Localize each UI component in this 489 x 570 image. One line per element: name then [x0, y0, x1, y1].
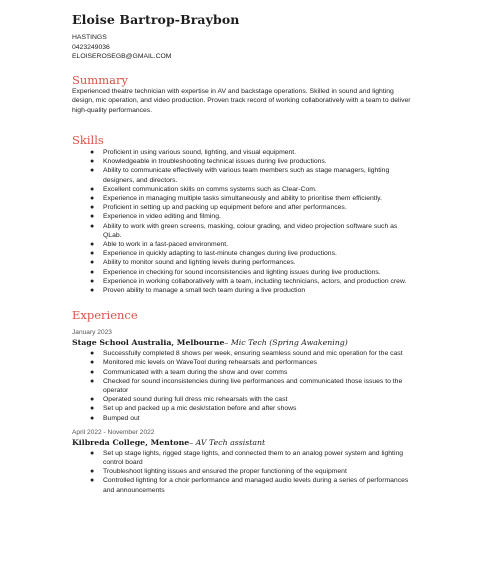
bullet-icon: ●: [90, 377, 95, 385]
job-entry: [72, 428, 417, 495]
bullet-text: Able to work in a fast-paced environment.: [103, 241, 229, 249]
bullet-text: Troubleshoot lighting issues and ensured the proper functioning of the equipment: [103, 468, 347, 476]
bullet-item: [90, 157, 417, 166]
bullet-icon: ●: [90, 259, 95, 267]
job-entry: [72, 328, 417, 423]
bullet-text: Experience in video editing and filming.: [103, 213, 221, 221]
bullet-text: Communicated with a team during the show and over comms: [103, 368, 288, 376]
bullet-icon: ●: [90, 241, 95, 249]
experience-heading: Experience: [72, 308, 138, 323]
bullet-icon: ●: [90, 405, 95, 413]
job-date: April 2022 - November 2022: [72, 428, 155, 436]
bullet-text: Proficient in using various sound, lighting, and visual equipment.: [103, 149, 297, 156]
skills-list: [90, 148, 417, 295]
bullet-item: [90, 286, 417, 295]
bullet-icon: ●: [90, 213, 95, 221]
bullet-text: Ability to monitor sound and lighting levels during performances.: [103, 259, 296, 267]
job-title: [72, 437, 417, 448]
bullet-icon: ●: [90, 185, 95, 193]
bullet-text: Knowledgeable in troubleshooting technical issues during live productions.: [103, 158, 327, 166]
bullet-text: Proven ability to manage a small tech team during a live production: [103, 287, 306, 295]
summary-heading: Summary: [72, 72, 128, 87]
bullet-icon: ●: [90, 149, 95, 156]
bullet-text: Bumped out: [103, 414, 140, 422]
bullet-item: [90, 148, 417, 157]
bullet-text: Ability to work with green screens, masking, colour grading, and video projection software such as QLab.: [103, 222, 398, 239]
bullet-item: [90, 222, 417, 240]
bullet-icon: ●: [90, 350, 95, 358]
bullet-icon: ●: [90, 287, 95, 295]
job-organization: Kilbreda College, Mentone: [72, 437, 190, 447]
bullet-icon: ●: [90, 268, 95, 276]
bullet-item: [90, 395, 417, 404]
bullet-icon: ●: [90, 195, 95, 203]
job-role: AV Tech assistant: [195, 437, 266, 447]
bullet-item: [90, 166, 417, 184]
bullet-item: [90, 404, 417, 413]
bullet-icon: ●: [90, 277, 95, 285]
bullet-icon: ●: [90, 250, 95, 258]
resume-page: [72, 12, 417, 495]
bullet-item: [90, 268, 417, 277]
bullet-text: Experience in checking for sound inconsistencies and lighting issues during live productions.: [103, 268, 381, 276]
bullet-text: Ability to communicate effectively with various team members such as stage managers, lighting designers, and directors.: [103, 167, 390, 184]
bullet-icon: ●: [90, 368, 95, 376]
bullet-text: Monitored mic levels on WaveTool during rehearsals and performances: [103, 359, 317, 367]
bullet-icon: ●: [90, 468, 95, 476]
contact-block: [72, 33, 417, 62]
bullet-text: Experience in quickly adapting to last-minute changes during live productions.: [103, 250, 337, 258]
bullet-icon: ●: [90, 449, 95, 457]
summary-text: Experienced theatre technician with expertise in AV and backstage operations. Skilled in sound and lighting design, mic operation, and video production. Proven track record of working collaboratively with a team to deliver high-quality performances.: [72, 87, 411, 114]
job-separator: –: [189, 437, 196, 447]
bullet-item: [90, 358, 417, 367]
bullet-icon: ●: [90, 396, 95, 404]
bullet-text: Checked for sound inconsistencies during live performances and communicated those issues to the operator: [103, 377, 403, 395]
bullet-icon: ●: [90, 222, 95, 230]
contact-phone: 0423249036: [72, 43, 110, 51]
job-title: [72, 337, 417, 348]
bullet-icon: ●: [90, 158, 95, 166]
bullet-icon: ●: [90, 414, 95, 422]
job-organization: Stage School Australia, Melbourne: [72, 338, 225, 348]
bullet-text: Operated sound during full dress mic rehearsals with the cast: [103, 396, 288, 404]
bullet-text: Experience in managing multiple tasks simultaneously and ability to prioritise them efficiently.: [103, 195, 382, 203]
bullet-text: Set up stage lights, rigged stage lights, and connected them to an analog power system and lighting control board: [103, 449, 404, 467]
job-bullets: [90, 349, 417, 423]
job-bullets: [90, 449, 417, 495]
bullet-icon: ●: [90, 359, 95, 367]
bullet-icon: ●: [90, 477, 95, 485]
bullet-item: [90, 349, 417, 358]
bullet-text: Excellent communication skills on comms systems such as Clear-Com.: [103, 185, 317, 193]
bullet-item: [90, 212, 417, 221]
bullet-item: [90, 194, 417, 203]
job-role: Mic Tech (Spring Awakening): [230, 338, 348, 348]
bullet-item: [90, 258, 417, 267]
bullet-text: Proficient in setting up and packing up equipment before and after performances.: [103, 204, 347, 212]
bullet-text: Controlled lighting for a choir performance and managed audio levels during a series of performances and announcements: [103, 477, 409, 494]
bullet-item: [90, 203, 417, 212]
bullet-item: [90, 277, 417, 286]
contact-email: ELOISEROSEGB@GMAIL.COM: [72, 53, 172, 61]
job-date: January 2023: [72, 329, 112, 337]
bullet-item: [90, 377, 417, 395]
bullet-item: [90, 185, 417, 194]
bullet-item: [90, 240, 417, 249]
bullet-item: [90, 476, 417, 494]
bullet-item: [90, 249, 417, 258]
bullet-text: Successfully completed 8 shows per week, ensuring seamless sound and mic operation for the cast: [103, 350, 403, 358]
bullet-item: [90, 414, 417, 423]
bullet-text: Experience in working collaboratively with a team, including technicians, actors, and production crew.: [103, 277, 407, 285]
skills-heading: Skills: [72, 133, 104, 147]
job-separator: –: [224, 338, 231, 348]
candidate-name: Eloise Bartrop-Braybon: [72, 12, 240, 27]
bullet-item: [90, 467, 417, 476]
bullet-item: [90, 368, 417, 377]
contact-city: HASTINGS: [72, 34, 107, 41]
bullet-icon: ●: [90, 204, 95, 212]
bullet-icon: ●: [90, 167, 95, 175]
bullet-item: [90, 449, 417, 467]
bullet-text: Set up and packed up a mic desk/station before and after shows: [103, 405, 297, 413]
